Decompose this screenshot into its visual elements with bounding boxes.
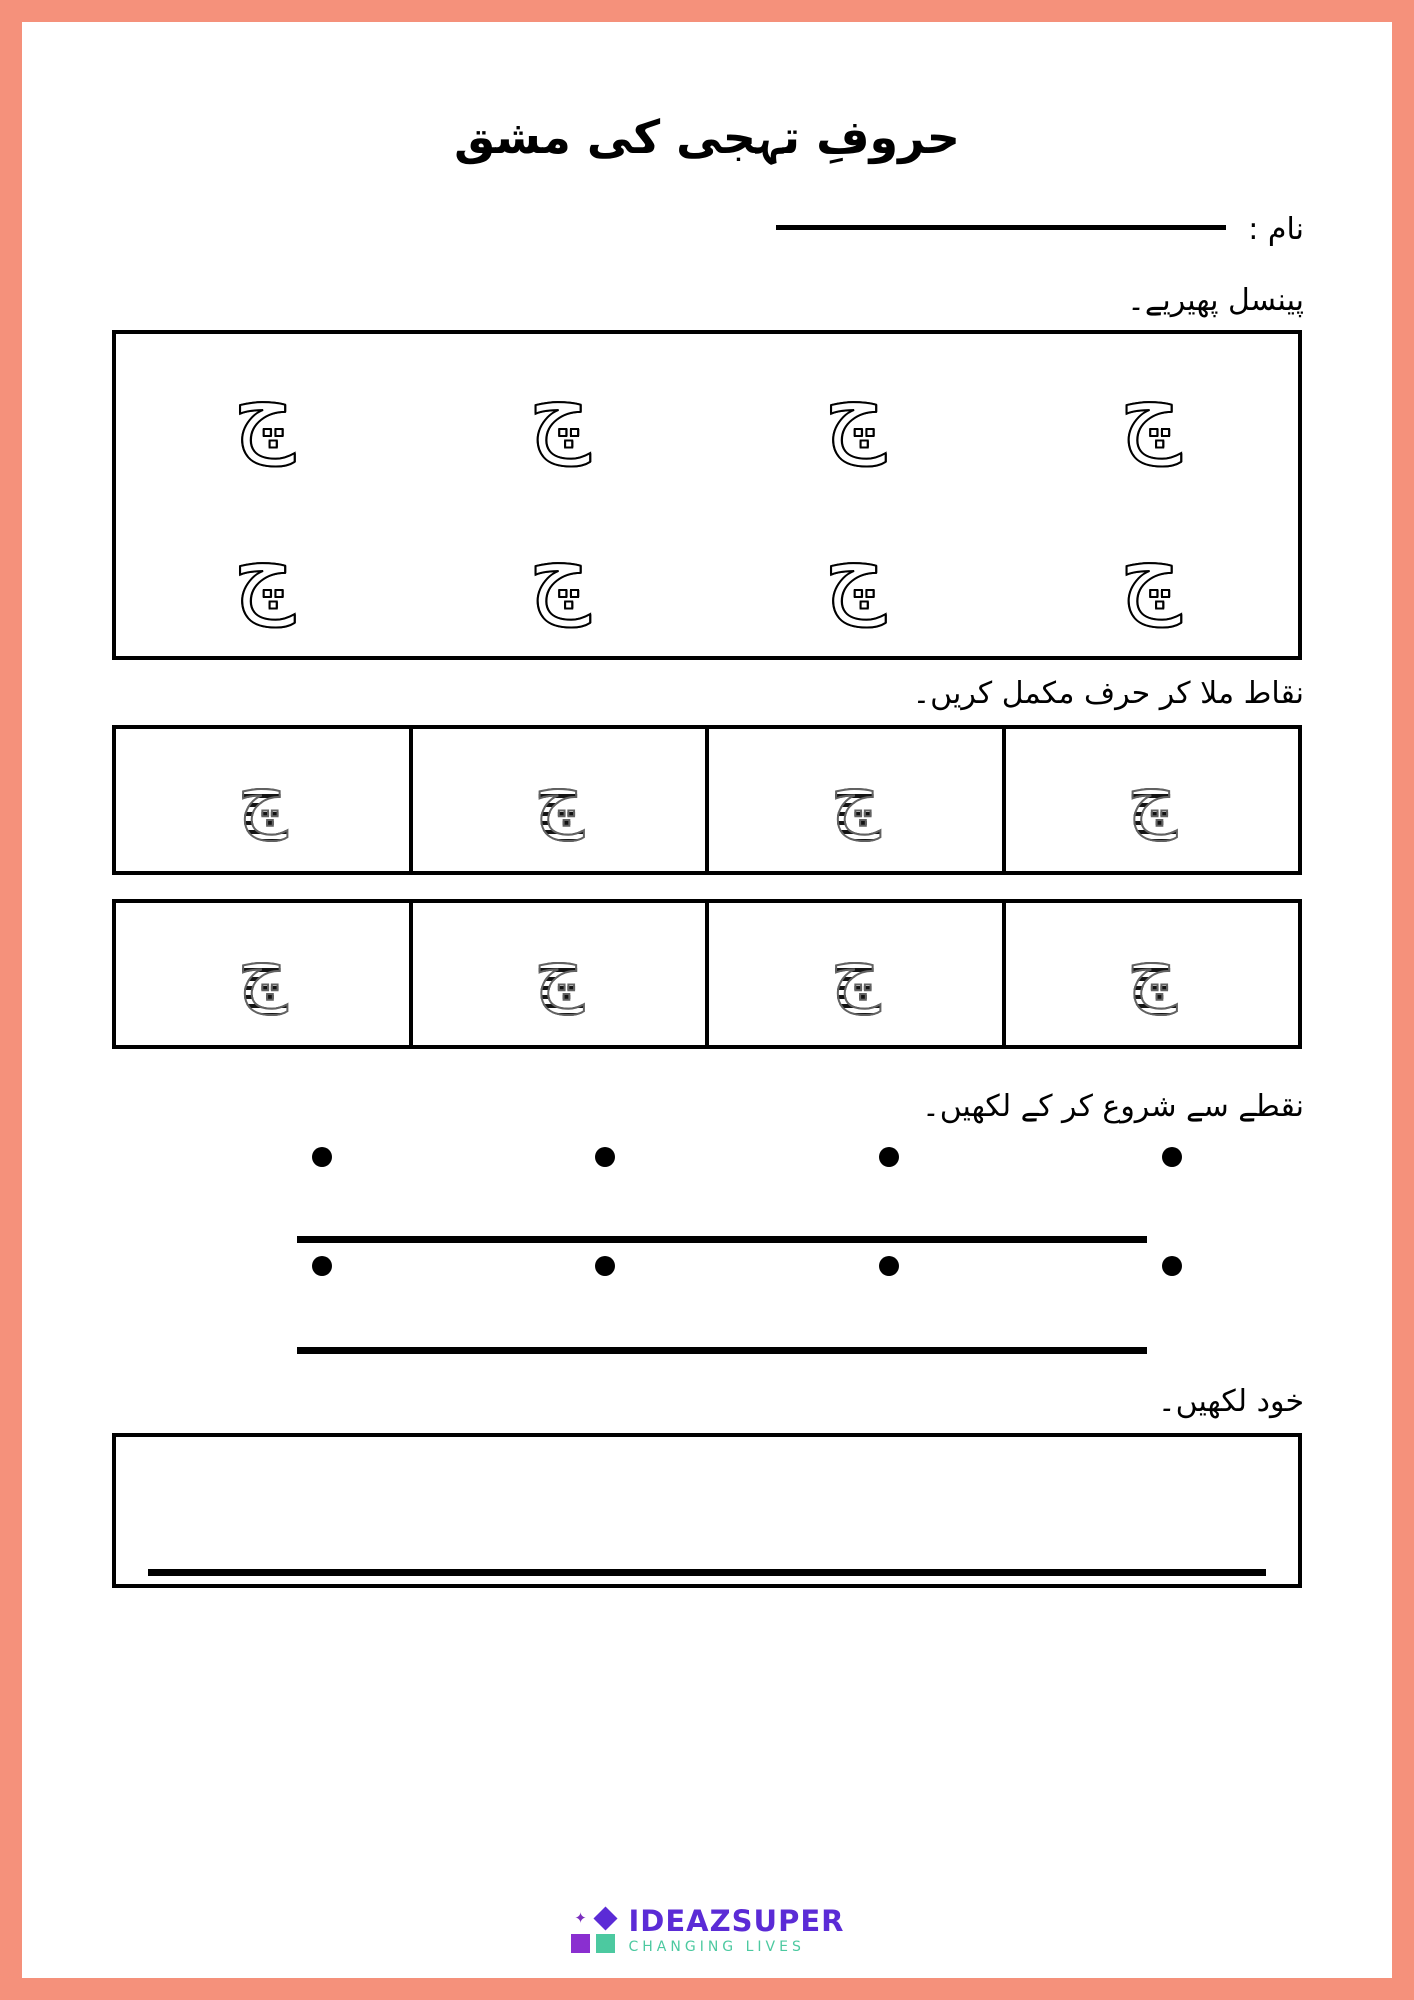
letter-glyph-dotted: چ: [830, 925, 881, 1015]
dotted-cell[interactable]: [116, 729, 409, 871]
trace-row: [116, 334, 1298, 495]
dotted-cell-row: [112, 725, 1302, 875]
write-box-baseline: [148, 1569, 1266, 1576]
letter-glyph: چ: [1119, 514, 1182, 627]
trace-row: [116, 495, 1298, 656]
dot-row: [112, 1243, 1302, 1289]
start-dot: [595, 1147, 615, 1167]
start-dot: [312, 1256, 332, 1276]
start-dot: [595, 1256, 615, 1276]
start-dot: [879, 1256, 899, 1276]
start-dot: [312, 1147, 332, 1167]
dotted-cell[interactable]: [1002, 729, 1299, 871]
brand-tagline: CHANGING LIVES: [628, 1939, 805, 1955]
letter-glyph: چ: [1119, 353, 1182, 466]
letter-glyph-dotted: چ: [533, 925, 584, 1015]
page-title: حروفِ تہجی کی مشق: [454, 110, 960, 164]
free-write-box[interactable]: [112, 1433, 1302, 1588]
square-purple-icon: [571, 1934, 590, 1953]
letter-glyph-dotted: چ: [533, 751, 584, 841]
footer-logo: [22, 1904, 1392, 1955]
instruction-connect-dots: نقاط ملا کر حرف مکمل کریں۔: [912, 676, 1304, 711]
letter-glyph-dotted: چ: [237, 925, 288, 1015]
dotted-cell-row: [112, 899, 1302, 1049]
letter-glyph: چ: [823, 353, 886, 466]
letter-glyph-dotted: چ: [830, 751, 881, 841]
dotted-cell[interactable]: [705, 903, 1002, 1045]
logo-marks-icon: [570, 1907, 617, 1954]
letter-glyph-dotted: چ: [237, 751, 288, 841]
worksheet-sheet: [22, 22, 1392, 1978]
letter-glyph-dotted: چ: [1126, 751, 1177, 841]
star-icon: ✦: [574, 1908, 587, 1927]
instruction-trace: پینسل پھیریے۔: [1127, 283, 1304, 318]
instruction-start-from-dot: نقطے سے شروع کر کے لکھیں۔: [922, 1089, 1304, 1124]
start-dot: [1162, 1147, 1182, 1167]
ruled-line: [297, 1236, 1147, 1243]
square-green-icon: [596, 1934, 615, 1953]
letter-glyph: چ: [232, 353, 295, 466]
ruled-line: [297, 1347, 1147, 1354]
brand-name: IDEAZSUPER: [628, 1904, 845, 1938]
dotted-cell[interactable]: [1002, 903, 1299, 1045]
dot-practice-band: [112, 1134, 1302, 1354]
logo-text: [628, 1904, 845, 1955]
dotted-cell[interactable]: [409, 903, 706, 1045]
start-dot: [1162, 1256, 1182, 1276]
letter-glyph: چ: [528, 353, 591, 466]
dotted-cell[interactable]: [116, 903, 409, 1045]
dot-row: [112, 1134, 1302, 1180]
name-field-row: [82, 212, 1332, 247]
instruction-write-yourself: خود لکھیں۔: [1158, 1384, 1304, 1419]
name-input-line[interactable]: [776, 225, 1226, 230]
trace-box: [112, 330, 1302, 660]
letter-glyph: چ: [528, 514, 591, 627]
start-dot: [879, 1147, 899, 1167]
letter-glyph-dotted: چ: [1126, 925, 1177, 1015]
dotted-cell[interactable]: [705, 729, 1002, 871]
letter-glyph: چ: [823, 514, 886, 627]
letter-glyph: چ: [232, 514, 295, 627]
name-label: نام :: [1248, 212, 1304, 247]
dotted-cell[interactable]: [409, 729, 706, 871]
diamond-icon: [593, 1906, 617, 1930]
